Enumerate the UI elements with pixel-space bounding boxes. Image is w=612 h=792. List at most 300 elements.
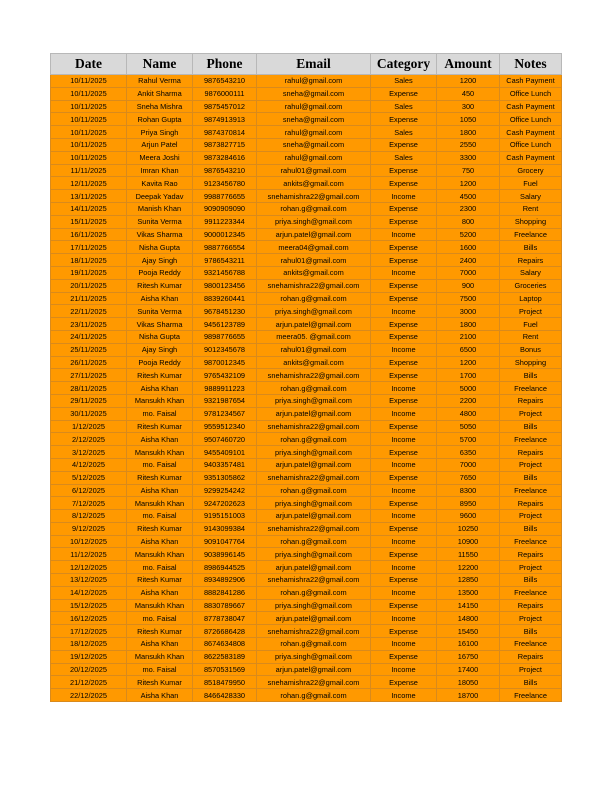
- cell-notes: Project: [500, 458, 562, 471]
- cell-phone: 9090909090: [193, 202, 257, 215]
- cell-email: ankits@gmail.com: [257, 177, 371, 190]
- cell-amount: 7000: [437, 458, 500, 471]
- cell-amount: 10250: [437, 522, 500, 535]
- cell-email: arjun.patel@gmail.com: [257, 561, 371, 574]
- cell-amount: 14800: [437, 612, 500, 625]
- cell-amount: 1700: [437, 369, 500, 382]
- cell-notes: Groceries: [500, 279, 562, 292]
- table-row: [51, 650, 562, 663]
- cell-name: Ritesh Kumar: [127, 676, 193, 689]
- cell-category: Income: [371, 561, 437, 574]
- cell-date: 10/11/2025: [51, 138, 127, 151]
- table-row: [51, 689, 562, 702]
- cell-category: Income: [371, 407, 437, 420]
- cell-notes: Cash Payment: [500, 75, 562, 88]
- cell-email: rohan.g@gmail.com: [257, 638, 371, 651]
- cell-notes: Repairs: [500, 446, 562, 459]
- table-row: [51, 215, 562, 228]
- cell-name: Kavita Rao: [127, 177, 193, 190]
- cell-date: 10/11/2025: [51, 100, 127, 113]
- cell-amount: 14150: [437, 599, 500, 612]
- cell-category: Expense: [371, 599, 437, 612]
- column-header-name: Name: [127, 54, 193, 75]
- table-row: [51, 484, 562, 497]
- cell-amount: 3300: [437, 151, 500, 164]
- cell-name: Aisha Khan: [127, 484, 193, 497]
- cell-name: Mansukh Khan: [127, 394, 193, 407]
- cell-date: 8/12/2025: [51, 510, 127, 523]
- cell-email: priya.singh@gmail.com: [257, 497, 371, 510]
- cell-amount: 7650: [437, 471, 500, 484]
- cell-name: Aisha Khan: [127, 292, 193, 305]
- table-row: [51, 190, 562, 203]
- cell-email: arjun.patel@gmail.com: [257, 663, 371, 676]
- table-row: [51, 202, 562, 215]
- cell-notes: Repairs: [500, 254, 562, 267]
- cell-date: 3/12/2025: [51, 446, 127, 459]
- cell-phone: 9091047764: [193, 535, 257, 548]
- cell-category: Expense: [371, 138, 437, 151]
- cell-name: Ritesh Kumar: [127, 279, 193, 292]
- cell-date: 14/12/2025: [51, 586, 127, 599]
- cell-category: Income: [371, 228, 437, 241]
- cell-phone: 8726686428: [193, 625, 257, 638]
- column-header-phone: Phone: [193, 54, 257, 75]
- cell-category: Expense: [371, 241, 437, 254]
- cell-notes: Project: [500, 305, 562, 318]
- table-row: [51, 407, 562, 420]
- cell-name: Ritesh Kumar: [127, 522, 193, 535]
- cell-category: Income: [371, 458, 437, 471]
- cell-notes: Bills: [500, 574, 562, 587]
- cell-name: Imran Khan: [127, 164, 193, 177]
- cell-phone: 9889911223: [193, 382, 257, 395]
- cell-phone: 9123456780: [193, 177, 257, 190]
- table-row: [51, 676, 562, 689]
- table-row: [51, 625, 562, 638]
- cell-amount: 8300: [437, 484, 500, 497]
- cell-phone: 9195151003: [193, 510, 257, 523]
- cell-email: rohan.g@gmail.com: [257, 433, 371, 446]
- cell-phone: 9870012345: [193, 356, 257, 369]
- cell-category: Expense: [371, 292, 437, 305]
- cell-notes: Project: [500, 663, 562, 676]
- cell-amount: 11550: [437, 548, 500, 561]
- cell-amount: 6350: [437, 446, 500, 459]
- table-row: [51, 318, 562, 331]
- cell-name: Aisha Khan: [127, 382, 193, 395]
- cell-category: Income: [371, 305, 437, 318]
- cell-date: 17/11/2025: [51, 241, 127, 254]
- cell-date: 10/12/2025: [51, 535, 127, 548]
- cell-notes: Bills: [500, 522, 562, 535]
- cell-email: ankits@gmail.com: [257, 266, 371, 279]
- cell-amount: 900: [437, 279, 500, 292]
- cell-category: Income: [371, 190, 437, 203]
- cell-date: 9/12/2025: [51, 522, 127, 535]
- cell-date: 21/12/2025: [51, 676, 127, 689]
- cell-phone: 9876543210: [193, 164, 257, 177]
- column-header-category: Category: [371, 54, 437, 75]
- cell-date: 18/12/2025: [51, 638, 127, 651]
- cell-category: Income: [371, 266, 437, 279]
- cell-category: Expense: [371, 113, 437, 126]
- cell-phone: 9678451230: [193, 305, 257, 318]
- cell-phone: 8934892906: [193, 574, 257, 587]
- cell-date: 1/12/2025: [51, 420, 127, 433]
- cell-notes: Freelance: [500, 228, 562, 241]
- cell-phone: 9988776655: [193, 190, 257, 203]
- cell-email: meera05. @gmail.com: [257, 330, 371, 343]
- cell-date: 24/11/2025: [51, 330, 127, 343]
- cell-date: 30/11/2025: [51, 407, 127, 420]
- cell-phone: 9299254242: [193, 484, 257, 497]
- cell-date: 12/11/2025: [51, 177, 127, 190]
- cell-notes: Freelance: [500, 433, 562, 446]
- cell-notes: Bonus: [500, 343, 562, 356]
- cell-notes: Cash Payment: [500, 100, 562, 113]
- cell-notes: Rent: [500, 202, 562, 215]
- cell-category: Expense: [371, 330, 437, 343]
- cell-category: Expense: [371, 548, 437, 561]
- cell-phone: 9874913913: [193, 113, 257, 126]
- cell-notes: Bills: [500, 471, 562, 484]
- cell-date: 14/11/2025: [51, 202, 127, 215]
- cell-category: Expense: [371, 254, 437, 267]
- cell-email: priya.singh@gmail.com: [257, 650, 371, 663]
- cell-name: Rahul Verma: [127, 75, 193, 88]
- cell-name: Aisha Khan: [127, 586, 193, 599]
- cell-email: rahul@gmail.com: [257, 100, 371, 113]
- cell-date: 17/12/2025: [51, 625, 127, 638]
- cell-email: arjun.patel@gmail.com: [257, 407, 371, 420]
- cell-email: priya.singh@gmail.com: [257, 394, 371, 407]
- cell-phone: 9875457012: [193, 100, 257, 113]
- cell-name: mo. Faisal: [127, 612, 193, 625]
- cell-phone: 9012345678: [193, 343, 257, 356]
- cell-date: 11/12/2025: [51, 548, 127, 561]
- cell-email: snehamishra22@gmail.com: [257, 420, 371, 433]
- cell-notes: Freelance: [500, 535, 562, 548]
- cell-phone: 9351305862: [193, 471, 257, 484]
- cell-amount: 750: [437, 164, 500, 177]
- cell-amount: 1200: [437, 177, 500, 190]
- cell-date: 29/11/2025: [51, 394, 127, 407]
- column-header-amount: Amount: [437, 54, 500, 75]
- table-row: [51, 87, 562, 100]
- cell-date: 16/12/2025: [51, 612, 127, 625]
- cell-email: rahul01@gmail.com: [257, 164, 371, 177]
- cell-category: Expense: [371, 177, 437, 190]
- cell-date: 20/12/2025: [51, 663, 127, 676]
- table-row: [51, 561, 562, 574]
- table-row: [51, 612, 562, 625]
- cell-date: 7/12/2025: [51, 497, 127, 510]
- cell-amount: 10900: [437, 535, 500, 548]
- cell-email: rohan.g@gmail.com: [257, 202, 371, 215]
- cell-name: Meera Joshi: [127, 151, 193, 164]
- cell-email: sneha@gmail.com: [257, 138, 371, 151]
- cell-name: mo. Faisal: [127, 663, 193, 676]
- cell-notes: Grocery: [500, 164, 562, 177]
- table-header: [51, 54, 562, 75]
- cell-notes: Cash Payment: [500, 126, 562, 139]
- cell-phone: 9456123789: [193, 318, 257, 331]
- cell-category: Expense: [371, 497, 437, 510]
- table-row: [51, 638, 562, 651]
- table-row: [51, 151, 562, 164]
- cell-name: Aisha Khan: [127, 433, 193, 446]
- cell-notes: Fuel: [500, 318, 562, 331]
- cell-email: rohan.g@gmail.com: [257, 535, 371, 548]
- cell-amount: 2550: [437, 138, 500, 151]
- cell-amount: 2100: [437, 330, 500, 343]
- table-row: [51, 394, 562, 407]
- table-row: [51, 433, 562, 446]
- cell-notes: Cash Payment: [500, 151, 562, 164]
- cell-name: Mansukh Khan: [127, 446, 193, 459]
- cell-phone: 9247202623: [193, 497, 257, 510]
- cell-amount: 18050: [437, 676, 500, 689]
- cell-category: Income: [371, 586, 437, 599]
- cell-phone: 9898776655: [193, 330, 257, 343]
- cell-phone: 9321456788: [193, 266, 257, 279]
- cell-notes: Bills: [500, 625, 562, 638]
- table-row: [51, 458, 562, 471]
- cell-name: mo. Faisal: [127, 510, 193, 523]
- cell-category: Expense: [371, 574, 437, 587]
- table-row: [51, 586, 562, 599]
- cell-amount: 3000: [437, 305, 500, 318]
- cell-phone: 8674634808: [193, 638, 257, 651]
- cell-email: arjun.patel@gmail.com: [257, 510, 371, 523]
- cell-category: Income: [371, 433, 437, 446]
- cell-phone: 9403357481: [193, 458, 257, 471]
- cell-phone: 9000012345: [193, 228, 257, 241]
- cell-amount: 6500: [437, 343, 500, 356]
- header-row: [51, 54, 562, 75]
- column-header-date: Date: [51, 54, 127, 75]
- cell-amount: 13500: [437, 586, 500, 599]
- table-row: [51, 164, 562, 177]
- cell-category: Income: [371, 663, 437, 676]
- cell-amount: 300: [437, 100, 500, 113]
- cell-category: Expense: [371, 471, 437, 484]
- cell-amount: 2400: [437, 254, 500, 267]
- cell-name: Nisha Gupta: [127, 241, 193, 254]
- cell-name: Ankit Sharma: [127, 87, 193, 100]
- cell-category: Expense: [371, 202, 437, 215]
- table-row: [51, 382, 562, 395]
- cell-email: rahul@gmail.com: [257, 151, 371, 164]
- table-row: [51, 522, 562, 535]
- cell-phone: 9873284616: [193, 151, 257, 164]
- cell-phone: 9800123456: [193, 279, 257, 292]
- cell-phone: 8518479950: [193, 676, 257, 689]
- table-row: [51, 292, 562, 305]
- cell-phone: 9887766554: [193, 241, 257, 254]
- cell-name: mo. Faisal: [127, 407, 193, 420]
- cell-amount: 1800: [437, 318, 500, 331]
- cell-date: 10/11/2025: [51, 75, 127, 88]
- cell-name: Ritesh Kumar: [127, 471, 193, 484]
- cell-date: 18/11/2025: [51, 254, 127, 267]
- cell-notes: Repairs: [500, 650, 562, 663]
- cell-date: 2/12/2025: [51, 433, 127, 446]
- cell-name: Sunita Verma: [127, 305, 193, 318]
- cell-date: 28/11/2025: [51, 382, 127, 395]
- cell-category: Expense: [371, 394, 437, 407]
- cell-notes: Salary: [500, 190, 562, 203]
- table-row: [51, 446, 562, 459]
- cell-email: rohan.g@gmail.com: [257, 292, 371, 305]
- cell-notes: Office Lunch: [500, 138, 562, 151]
- cell-category: Expense: [371, 650, 437, 663]
- cell-category: Expense: [371, 215, 437, 228]
- cell-date: 22/11/2025: [51, 305, 127, 318]
- cell-email: snehamishra22@gmail.com: [257, 676, 371, 689]
- table-row: [51, 100, 562, 113]
- table-row: [51, 574, 562, 587]
- cell-name: Ajay Singh: [127, 343, 193, 356]
- cell-notes: Bills: [500, 420, 562, 433]
- cell-amount: 2200: [437, 394, 500, 407]
- cell-amount: 450: [437, 87, 500, 100]
- cell-date: 10/11/2025: [51, 151, 127, 164]
- cell-name: Rohan Gupta: [127, 113, 193, 126]
- cell-phone: 9507460720: [193, 433, 257, 446]
- cell-date: 13/12/2025: [51, 574, 127, 587]
- cell-notes: Repairs: [500, 548, 562, 561]
- cell-phone: 9143099384: [193, 522, 257, 535]
- cell-notes: Shopping: [500, 215, 562, 228]
- cell-amount: 4800: [437, 407, 500, 420]
- cell-name: Ajay Singh: [127, 254, 193, 267]
- transactions-table: [50, 53, 562, 702]
- cell-phone: 9765432109: [193, 369, 257, 382]
- cell-phone: 9455409101: [193, 446, 257, 459]
- cell-notes: Freelance: [500, 484, 562, 497]
- cell-notes: Fuel: [500, 177, 562, 190]
- cell-amount: 12200: [437, 561, 500, 574]
- cell-name: mo. Faisal: [127, 561, 193, 574]
- cell-email: arjun.patel@gmail.com: [257, 458, 371, 471]
- table-row: [51, 177, 562, 190]
- cell-notes: Bills: [500, 241, 562, 254]
- cell-email: rohan.g@gmail.com: [257, 382, 371, 395]
- table-row: [51, 343, 562, 356]
- cell-email: rahul@gmail.com: [257, 75, 371, 88]
- cell-name: Priya Singh: [127, 126, 193, 139]
- cell-email: rahul01@gmail.com: [257, 343, 371, 356]
- cell-email: rahul01@gmail.com: [257, 254, 371, 267]
- table-body: [51, 75, 562, 702]
- cell-notes: Laptop: [500, 292, 562, 305]
- cell-phone: 9874370814: [193, 126, 257, 139]
- cell-notes: Repairs: [500, 497, 562, 510]
- cell-amount: 8950: [437, 497, 500, 510]
- cell-category: Expense: [371, 318, 437, 331]
- cell-name: Vikas Sharma: [127, 318, 193, 331]
- cell-phone: 8986944525: [193, 561, 257, 574]
- cell-name: Sunita Verma: [127, 215, 193, 228]
- table-row: [51, 548, 562, 561]
- cell-amount: 4500: [437, 190, 500, 203]
- table-row: [51, 138, 562, 151]
- table-row: [51, 510, 562, 523]
- cell-category: Expense: [371, 625, 437, 638]
- cell-notes: Freelance: [500, 382, 562, 395]
- column-header-notes: Notes: [500, 54, 562, 75]
- table-row: [51, 330, 562, 343]
- cell-phone: 8622583189: [193, 650, 257, 663]
- cell-notes: Bills: [500, 369, 562, 382]
- cell-amount: 15450: [437, 625, 500, 638]
- cell-email: arjun.patel@gmail.com: [257, 228, 371, 241]
- cell-notes: Office Lunch: [500, 113, 562, 126]
- cell-name: Aisha Khan: [127, 535, 193, 548]
- cell-name: Arjun Patel: [127, 138, 193, 151]
- cell-date: 13/11/2025: [51, 190, 127, 203]
- cell-date: 15/12/2025: [51, 599, 127, 612]
- cell-amount: 7500: [437, 292, 500, 305]
- cell-category: Expense: [371, 446, 437, 459]
- cell-category: Expense: [371, 522, 437, 535]
- cell-email: snehamishra22@gmail.com: [257, 190, 371, 203]
- cell-amount: 5050: [437, 420, 500, 433]
- cell-amount: 16100: [437, 638, 500, 651]
- cell-notes: Project: [500, 561, 562, 574]
- cell-amount: 2300: [437, 202, 500, 215]
- cell-phone: 8778738047: [193, 612, 257, 625]
- cell-email: snehamishra22@gmail.com: [257, 574, 371, 587]
- cell-date: 19/11/2025: [51, 266, 127, 279]
- cell-category: Income: [371, 689, 437, 702]
- cell-name: Ritesh Kumar: [127, 369, 193, 382]
- cell-date: 10/11/2025: [51, 126, 127, 139]
- table-row: [51, 126, 562, 139]
- table-row: [51, 241, 562, 254]
- cell-email: sneha@gmail.com: [257, 113, 371, 126]
- cell-email: priya.singh@gmail.com: [257, 215, 371, 228]
- cell-category: Income: [371, 612, 437, 625]
- cell-email: priya.singh@gmail.com: [257, 548, 371, 561]
- cell-notes: Project: [500, 510, 562, 523]
- table-row: [51, 279, 562, 292]
- cell-email: ankits@gmail.com: [257, 356, 371, 369]
- table-row: [51, 497, 562, 510]
- cell-phone: 9038996145: [193, 548, 257, 561]
- cell-amount: 1800: [437, 126, 500, 139]
- cell-date: 5/12/2025: [51, 471, 127, 484]
- cell-category: Sales: [371, 151, 437, 164]
- cell-name: Manish Khan: [127, 202, 193, 215]
- table-row: [51, 599, 562, 612]
- cell-name: Ritesh Kumar: [127, 625, 193, 638]
- column-header-email: Email: [257, 54, 371, 75]
- cell-amount: 1600: [437, 241, 500, 254]
- cell-phone: 8830789667: [193, 599, 257, 612]
- table-row: [51, 254, 562, 267]
- cell-email: meera04@gmail.com: [257, 241, 371, 254]
- cell-email: arjun.patel@gmail.com: [257, 612, 371, 625]
- cell-name: Mansukh Khan: [127, 548, 193, 561]
- cell-category: Sales: [371, 75, 437, 88]
- cell-name: Ritesh Kumar: [127, 420, 193, 433]
- cell-amount: 18700: [437, 689, 500, 702]
- cell-amount: 9600: [437, 510, 500, 523]
- cell-name: Deepak Yadav: [127, 190, 193, 203]
